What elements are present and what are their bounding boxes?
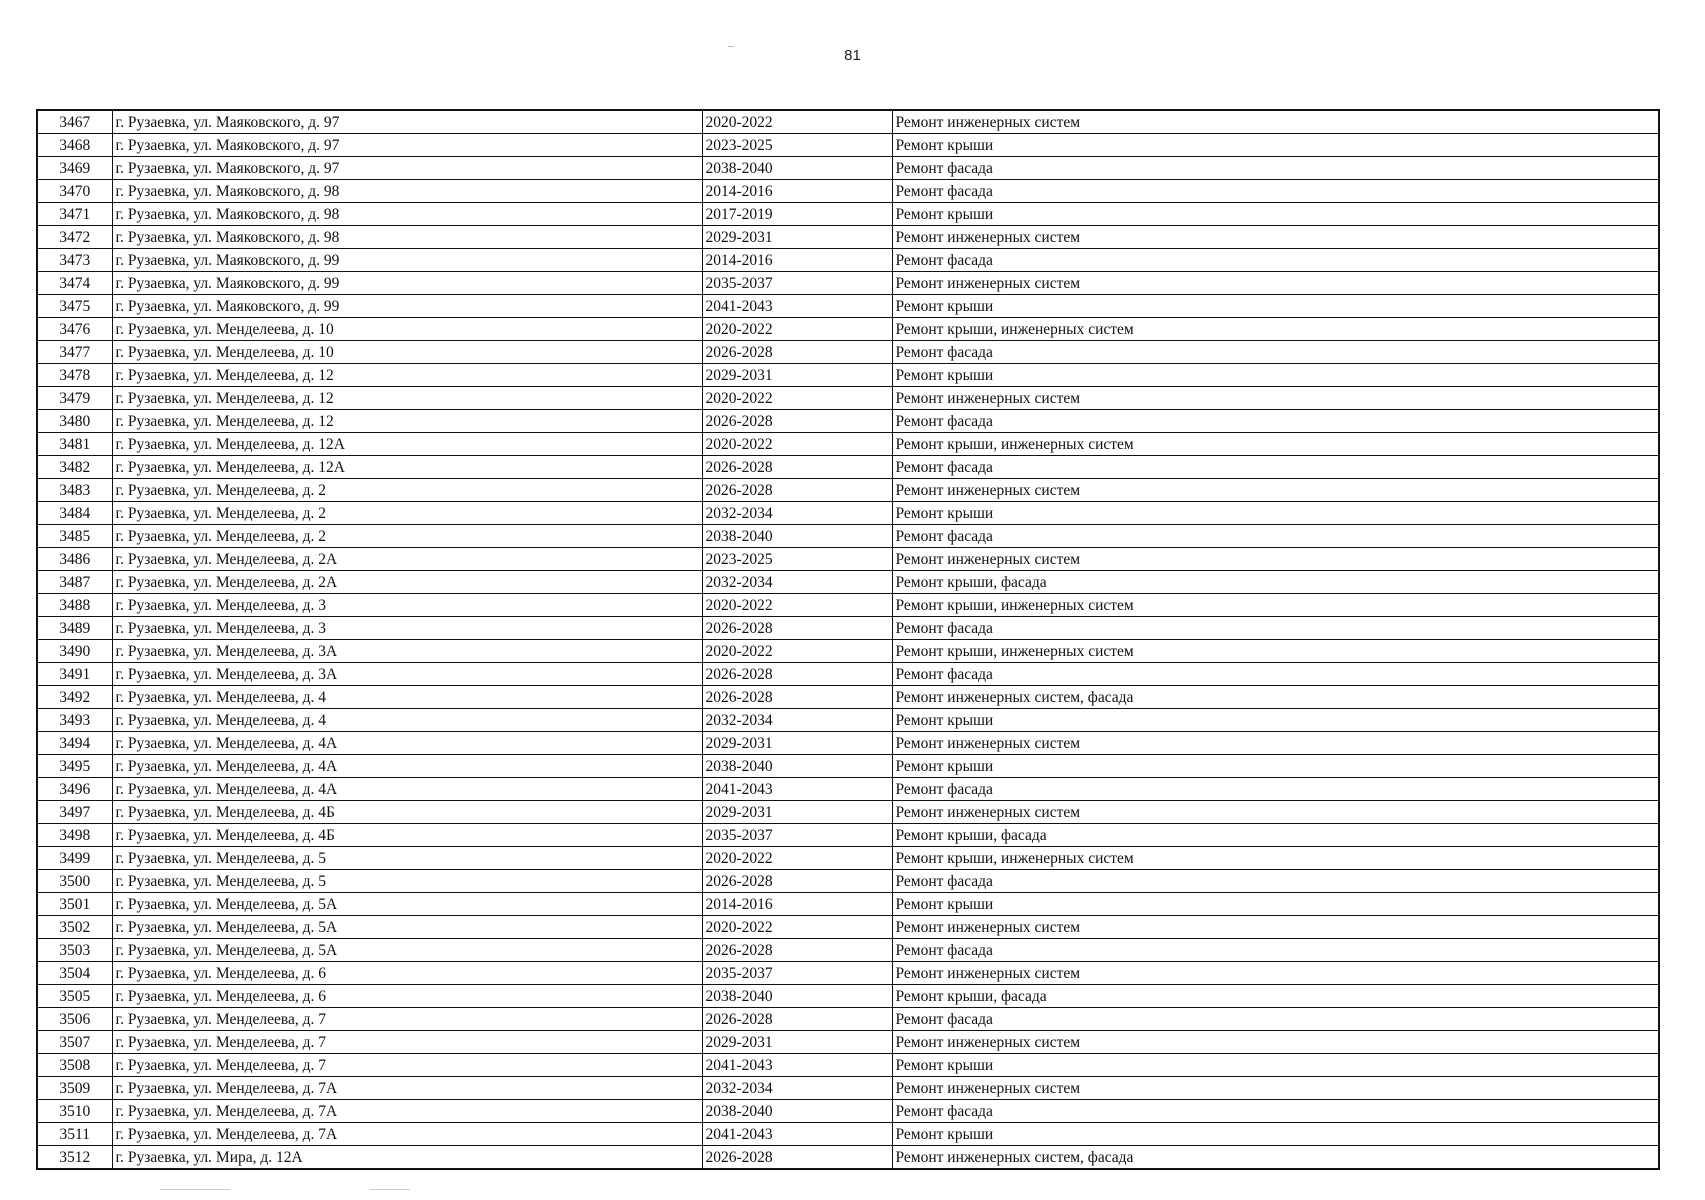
period-cell: 2026-2028 bbox=[702, 1008, 892, 1031]
table-row bbox=[37, 272, 1659, 295]
scan-artifact-line-left bbox=[160, 1189, 230, 1190]
work-type-cell: Ремонт фасада bbox=[892, 410, 1659, 433]
table-row bbox=[37, 226, 1659, 249]
row-number-cell: 3484 bbox=[37, 502, 112, 525]
row-number-cell: 3491 bbox=[37, 663, 112, 686]
address-cell: г. Рузаевка, ул. Менделеева, д. 10 bbox=[112, 341, 702, 364]
address-cell: г. Рузаевка, ул. Менделеева, д. 12А bbox=[112, 433, 702, 456]
period-cell: 2023-2025 bbox=[702, 548, 892, 571]
row-number-cell: 3481 bbox=[37, 433, 112, 456]
address-cell: г. Рузаевка, ул. Менделеева, д. 4А bbox=[112, 732, 702, 755]
table-row bbox=[37, 686, 1659, 709]
table-row bbox=[37, 1100, 1659, 1123]
address-cell: г. Рузаевка, ул. Менделеева, д. 3А bbox=[112, 640, 702, 663]
row-number-cell: 3512 bbox=[37, 1146, 112, 1170]
table-row bbox=[37, 110, 1659, 134]
period-cell: 2032-2034 bbox=[702, 709, 892, 732]
period-cell: 2041-2043 bbox=[702, 1054, 892, 1077]
address-cell: г. Рузаевка, ул. Менделеева, д. 7 bbox=[112, 1054, 702, 1077]
work-type-cell: Ремонт инженерных систем bbox=[892, 226, 1659, 249]
address-cell: г. Рузаевка, ул. Маяковского, д. 98 bbox=[112, 226, 702, 249]
work-type-cell: Ремонт инженерных систем bbox=[892, 1077, 1659, 1100]
table-row bbox=[37, 617, 1659, 640]
table-row bbox=[37, 663, 1659, 686]
row-number-cell: 3479 bbox=[37, 387, 112, 410]
work-type-cell: Ремонт инженерных систем bbox=[892, 1031, 1659, 1054]
table-row bbox=[37, 157, 1659, 180]
period-cell: 2041-2043 bbox=[702, 295, 892, 318]
row-number-cell: 3467 bbox=[37, 110, 112, 134]
row-number-cell: 3502 bbox=[37, 916, 112, 939]
period-cell: 2029-2031 bbox=[702, 226, 892, 249]
period-cell: 2032-2034 bbox=[702, 571, 892, 594]
work-type-cell: Ремонт крыши bbox=[892, 502, 1659, 525]
address-cell: г. Рузаевка, ул. Менделеева, д. 12 bbox=[112, 410, 702, 433]
table-row bbox=[37, 755, 1659, 778]
address-cell: г. Рузаевка, ул. Менделеева, д. 4 bbox=[112, 686, 702, 709]
address-cell: г. Рузаевка, ул. Маяковского, д. 98 bbox=[112, 203, 702, 226]
table-body bbox=[37, 110, 1659, 1169]
work-type-cell: Ремонт крыши, инженерных систем bbox=[892, 594, 1659, 617]
address-cell: г. Рузаевка, ул. Менделеева, д. 2 bbox=[112, 525, 702, 548]
work-type-cell: Ремонт фасада bbox=[892, 157, 1659, 180]
work-type-cell: Ремонт фасада bbox=[892, 180, 1659, 203]
work-type-cell: Ремонт инженерных систем bbox=[892, 962, 1659, 985]
work-type-cell: Ремонт инженерных систем bbox=[892, 916, 1659, 939]
period-cell: 2038-2040 bbox=[702, 755, 892, 778]
row-number-cell: 3476 bbox=[37, 318, 112, 341]
work-type-cell: Ремонт крыши bbox=[892, 893, 1659, 916]
table-row bbox=[37, 962, 1659, 985]
period-cell: 2020-2022 bbox=[702, 318, 892, 341]
table-row bbox=[37, 1008, 1659, 1031]
address-cell: г. Рузаевка, ул. Менделеева, д. 5 bbox=[112, 847, 702, 870]
work-type-cell: Ремонт крыши, инженерных систем bbox=[892, 433, 1659, 456]
row-number-cell: 3507 bbox=[37, 1031, 112, 1054]
address-cell: г. Рузаевка, ул. Маяковского, д. 99 bbox=[112, 295, 702, 318]
table-row bbox=[37, 249, 1659, 272]
table-row bbox=[37, 203, 1659, 226]
row-number-cell: 3472 bbox=[37, 226, 112, 249]
scan-artifact-line-right bbox=[370, 1189, 410, 1190]
period-cell: 2026-2028 bbox=[702, 410, 892, 433]
work-type-cell: Ремонт крыши, инженерных систем bbox=[892, 847, 1659, 870]
row-number-cell: 3499 bbox=[37, 847, 112, 870]
period-cell: 2038-2040 bbox=[702, 1100, 892, 1123]
work-type-cell: Ремонт фасада bbox=[892, 1100, 1659, 1123]
table-row bbox=[37, 502, 1659, 525]
address-cell: г. Рузаевка, ул. Менделеева, д. 5А bbox=[112, 939, 702, 962]
row-number-cell: 3470 bbox=[37, 180, 112, 203]
period-cell: 2020-2022 bbox=[702, 847, 892, 870]
period-cell: 2032-2034 bbox=[702, 502, 892, 525]
period-cell: 2029-2031 bbox=[702, 1031, 892, 1054]
work-type-cell: Ремонт фасада bbox=[892, 870, 1659, 893]
work-type-cell: Ремонт инженерных систем bbox=[892, 548, 1659, 571]
address-cell: г. Рузаевка, ул. Менделеева, д. 4Б bbox=[112, 824, 702, 847]
address-cell: г. Рузаевка, ул. Менделеева, д. 6 bbox=[112, 962, 702, 985]
row-number-cell: 3504 bbox=[37, 962, 112, 985]
period-cell: 2038-2040 bbox=[702, 525, 892, 548]
row-number-cell: 3468 bbox=[37, 134, 112, 157]
row-number-cell: 3477 bbox=[37, 341, 112, 364]
table-row bbox=[37, 364, 1659, 387]
period-cell: 2014-2016 bbox=[702, 180, 892, 203]
table-row bbox=[37, 1077, 1659, 1100]
address-cell: г. Рузаевка, ул. Маяковского, д. 97 bbox=[112, 157, 702, 180]
table-row bbox=[37, 1123, 1659, 1146]
table-row bbox=[37, 410, 1659, 433]
work-type-cell: Ремонт фасада bbox=[892, 778, 1659, 801]
row-number-cell: 3471 bbox=[37, 203, 112, 226]
row-number-cell: 3488 bbox=[37, 594, 112, 617]
row-number-cell: 3500 bbox=[37, 870, 112, 893]
row-number-cell: 3509 bbox=[37, 1077, 112, 1100]
work-type-cell: Ремонт крыши bbox=[892, 364, 1659, 387]
row-number-cell: 3478 bbox=[37, 364, 112, 387]
row-number-cell: 3490 bbox=[37, 640, 112, 663]
work-type-cell: Ремонт крыши, инженерных систем bbox=[892, 640, 1659, 663]
address-cell: г. Рузаевка, ул. Менделеева, д. 3 bbox=[112, 617, 702, 640]
table-row bbox=[37, 916, 1659, 939]
row-number-cell: 3485 bbox=[37, 525, 112, 548]
period-cell: 2026-2028 bbox=[702, 663, 892, 686]
work-type-cell: Ремонт фасада bbox=[892, 617, 1659, 640]
row-number-cell: 3483 bbox=[37, 479, 112, 502]
address-cell: г. Рузаевка, ул. Менделеева, д. 3А bbox=[112, 663, 702, 686]
work-type-cell: Ремонт фасада bbox=[892, 341, 1659, 364]
work-type-cell: Ремонт крыши bbox=[892, 134, 1659, 157]
address-cell: г. Рузаевка, ул. Менделеева, д. 2 bbox=[112, 479, 702, 502]
repair-schedule-table bbox=[36, 109, 1660, 1170]
address-cell: г. Рузаевка, ул. Менделеева, д. 12 bbox=[112, 387, 702, 410]
table-row bbox=[37, 893, 1659, 916]
work-type-cell: Ремонт крыши bbox=[892, 1054, 1659, 1077]
row-number-cell: 3480 bbox=[37, 410, 112, 433]
row-number-cell: 3494 bbox=[37, 732, 112, 755]
table-row bbox=[37, 594, 1659, 617]
work-type-cell: Ремонт инженерных систем, фасада bbox=[892, 1146, 1659, 1170]
row-number-cell: 3486 bbox=[37, 548, 112, 571]
work-type-cell: Ремонт инженерных систем bbox=[892, 387, 1659, 410]
period-cell: 2032-2034 bbox=[702, 1077, 892, 1100]
period-cell: 2023-2025 bbox=[702, 134, 892, 157]
work-type-cell: Ремонт крыши bbox=[892, 203, 1659, 226]
period-cell: 2026-2028 bbox=[702, 456, 892, 479]
work-type-cell: Ремонт фасада bbox=[892, 939, 1659, 962]
table-row bbox=[37, 318, 1659, 341]
period-cell: 2035-2037 bbox=[702, 272, 892, 295]
work-type-cell: Ремонт крыши bbox=[892, 295, 1659, 318]
row-number-cell: 3508 bbox=[37, 1054, 112, 1077]
work-type-cell: Ремонт инженерных систем bbox=[892, 732, 1659, 755]
period-cell: 2038-2040 bbox=[702, 985, 892, 1008]
row-number-cell: 3498 bbox=[37, 824, 112, 847]
address-cell: г. Рузаевка, ул. Менделеева, д. 10 bbox=[112, 318, 702, 341]
address-cell: г. Рузаевка, ул. Маяковского, д. 98 bbox=[112, 180, 702, 203]
work-type-cell: Ремонт инженерных систем bbox=[892, 272, 1659, 295]
period-cell: 2035-2037 bbox=[702, 824, 892, 847]
period-cell: 2020-2022 bbox=[702, 433, 892, 456]
table-row bbox=[37, 847, 1659, 870]
period-cell: 2014-2016 bbox=[702, 893, 892, 916]
row-number-cell: 3474 bbox=[37, 272, 112, 295]
address-cell: г. Рузаевка, ул. Менделеева, д. 4Б bbox=[112, 801, 702, 824]
period-cell: 2041-2043 bbox=[702, 778, 892, 801]
address-cell: г. Рузаевка, ул. Менделеева, д. 12 bbox=[112, 364, 702, 387]
row-number-cell: 3492 bbox=[37, 686, 112, 709]
table-row bbox=[37, 709, 1659, 732]
table-row bbox=[37, 180, 1659, 203]
address-cell: г. Рузаевка, ул. Менделеева, д. 7 bbox=[112, 1031, 702, 1054]
work-type-cell: Ремонт крыши, инженерных систем bbox=[892, 318, 1659, 341]
row-number-cell: 3511 bbox=[37, 1123, 112, 1146]
table-row bbox=[37, 548, 1659, 571]
table-row bbox=[37, 640, 1659, 663]
period-cell: 2026-2028 bbox=[702, 617, 892, 640]
address-cell: г. Рузаевка, ул. Маяковского, д. 97 bbox=[112, 134, 702, 157]
work-type-cell: Ремонт фасада bbox=[892, 456, 1659, 479]
row-number-cell: 3489 bbox=[37, 617, 112, 640]
address-cell: г. Рузаевка, ул. Менделеева, д. 7А bbox=[112, 1077, 702, 1100]
table-row bbox=[37, 295, 1659, 318]
row-number-cell: 3503 bbox=[37, 939, 112, 962]
address-cell: г. Рузаевка, ул. Менделеева, д. 3 bbox=[112, 594, 702, 617]
address-cell: г. Рузаевка, ул. Менделеева, д. 4 bbox=[112, 709, 702, 732]
address-cell: г. Рузаевка, ул. Менделеева, д. 5 bbox=[112, 870, 702, 893]
address-cell: г. Рузаевка, ул. Маяковского, д. 99 bbox=[112, 249, 702, 272]
period-cell: 2026-2028 bbox=[702, 479, 892, 502]
table-row bbox=[37, 1146, 1659, 1170]
row-number-cell: 3473 bbox=[37, 249, 112, 272]
work-type-cell: Ремонт инженерных систем bbox=[892, 479, 1659, 502]
table-row bbox=[37, 778, 1659, 801]
period-cell: 2026-2028 bbox=[702, 870, 892, 893]
work-type-cell: Ремонт инженерных систем, фасада bbox=[892, 686, 1659, 709]
work-type-cell: Ремонт крыши, фасада bbox=[892, 824, 1659, 847]
address-cell: г. Рузаевка, ул. Менделеева, д. 7 bbox=[112, 1008, 702, 1031]
address-cell: г. Рузаевка, ул. Менделеева, д. 2 bbox=[112, 502, 702, 525]
row-number-cell: 3506 bbox=[37, 1008, 112, 1031]
address-cell: г. Рузаевка, ул. Менделеева, д. 6 bbox=[112, 985, 702, 1008]
table-row bbox=[37, 939, 1659, 962]
address-cell: г. Рузаевка, ул. Менделеева, д. 4А bbox=[112, 755, 702, 778]
work-type-cell: Ремонт инженерных систем bbox=[892, 801, 1659, 824]
address-cell: г. Рузаевка, ул. Менделеева, д. 7А bbox=[112, 1123, 702, 1146]
row-number-cell: 3495 bbox=[37, 755, 112, 778]
period-cell: 2029-2031 bbox=[702, 732, 892, 755]
address-cell: г. Рузаевка, ул. Маяковского, д. 99 bbox=[112, 272, 702, 295]
row-number-cell: 3487 bbox=[37, 571, 112, 594]
work-type-cell: Ремонт фасада bbox=[892, 249, 1659, 272]
row-number-cell: 3475 bbox=[37, 295, 112, 318]
table-row bbox=[37, 1054, 1659, 1077]
period-cell: 2017-2019 bbox=[702, 203, 892, 226]
row-number-cell: 3493 bbox=[37, 709, 112, 732]
table-row bbox=[37, 525, 1659, 548]
page-number: 81 bbox=[844, 47, 861, 64]
period-cell: 2029-2031 bbox=[702, 801, 892, 824]
period-cell: 2029-2031 bbox=[702, 364, 892, 387]
table-row bbox=[37, 456, 1659, 479]
row-number-cell: 3496 bbox=[37, 778, 112, 801]
row-number-cell: 3469 bbox=[37, 157, 112, 180]
table-row bbox=[37, 479, 1659, 502]
table-row bbox=[37, 870, 1659, 893]
period-cell: 2026-2028 bbox=[702, 341, 892, 364]
work-type-cell: Ремонт фасада bbox=[892, 525, 1659, 548]
work-type-cell: Ремонт крыши bbox=[892, 709, 1659, 732]
address-cell: г. Рузаевка, ул. Менделеева, д. 5А bbox=[112, 893, 702, 916]
period-cell: 2026-2028 bbox=[702, 686, 892, 709]
row-number-cell: 3482 bbox=[37, 456, 112, 479]
period-cell: 2035-2037 bbox=[702, 962, 892, 985]
period-cell: 2020-2022 bbox=[702, 110, 892, 134]
table-row bbox=[37, 571, 1659, 594]
address-cell: г. Рузаевка, ул. Мира, д. 12А bbox=[112, 1146, 702, 1170]
period-cell: 2026-2028 bbox=[702, 1146, 892, 1170]
address-cell: г. Рузаевка, ул. Менделеева, д. 2А bbox=[112, 571, 702, 594]
address-cell: г. Рузаевка, ул. Менделеева, д. 7А bbox=[112, 1100, 702, 1123]
work-type-cell: Ремонт фасада bbox=[892, 1008, 1659, 1031]
work-type-cell: Ремонт крыши bbox=[892, 755, 1659, 778]
table-row bbox=[37, 732, 1659, 755]
table-row bbox=[37, 433, 1659, 456]
table-row bbox=[37, 824, 1659, 847]
work-type-cell: Ремонт крыши bbox=[892, 1123, 1659, 1146]
period-cell: 2020-2022 bbox=[702, 387, 892, 410]
period-cell: 2038-2040 bbox=[702, 157, 892, 180]
work-type-cell: Ремонт инженерных систем bbox=[892, 110, 1659, 134]
address-cell: г. Рузаевка, ул. Менделеева, д. 12А bbox=[112, 456, 702, 479]
table-row bbox=[37, 801, 1659, 824]
row-number-cell: 3501 bbox=[37, 893, 112, 916]
work-type-cell: Ремонт крыши, фасада bbox=[892, 985, 1659, 1008]
row-number-cell: 3497 bbox=[37, 801, 112, 824]
table-row bbox=[37, 1031, 1659, 1054]
row-number-cell: 3510 bbox=[37, 1100, 112, 1123]
address-cell: г. Рузаевка, ул. Маяковского, д. 97 bbox=[112, 110, 702, 134]
period-cell: 2041-2043 bbox=[702, 1123, 892, 1146]
period-cell: 2020-2022 bbox=[702, 916, 892, 939]
period-cell: 2026-2028 bbox=[702, 939, 892, 962]
table-row bbox=[37, 985, 1659, 1008]
table-row bbox=[37, 341, 1659, 364]
address-cell: г. Рузаевка, ул. Менделеева, д. 4А bbox=[112, 778, 702, 801]
period-cell: 2020-2022 bbox=[702, 640, 892, 663]
period-cell: 2020-2022 bbox=[702, 594, 892, 617]
work-type-cell: Ремонт фасада bbox=[892, 663, 1659, 686]
address-cell: г. Рузаевка, ул. Менделеева, д. 5А bbox=[112, 916, 702, 939]
period-cell: 2014-2016 bbox=[702, 249, 892, 272]
table-row bbox=[37, 134, 1659, 157]
work-type-cell: Ремонт крыши, фасада bbox=[892, 571, 1659, 594]
table-row bbox=[37, 387, 1659, 410]
address-cell: г. Рузаевка, ул. Менделеева, д. 2А bbox=[112, 548, 702, 571]
row-number-cell: 3505 bbox=[37, 985, 112, 1008]
